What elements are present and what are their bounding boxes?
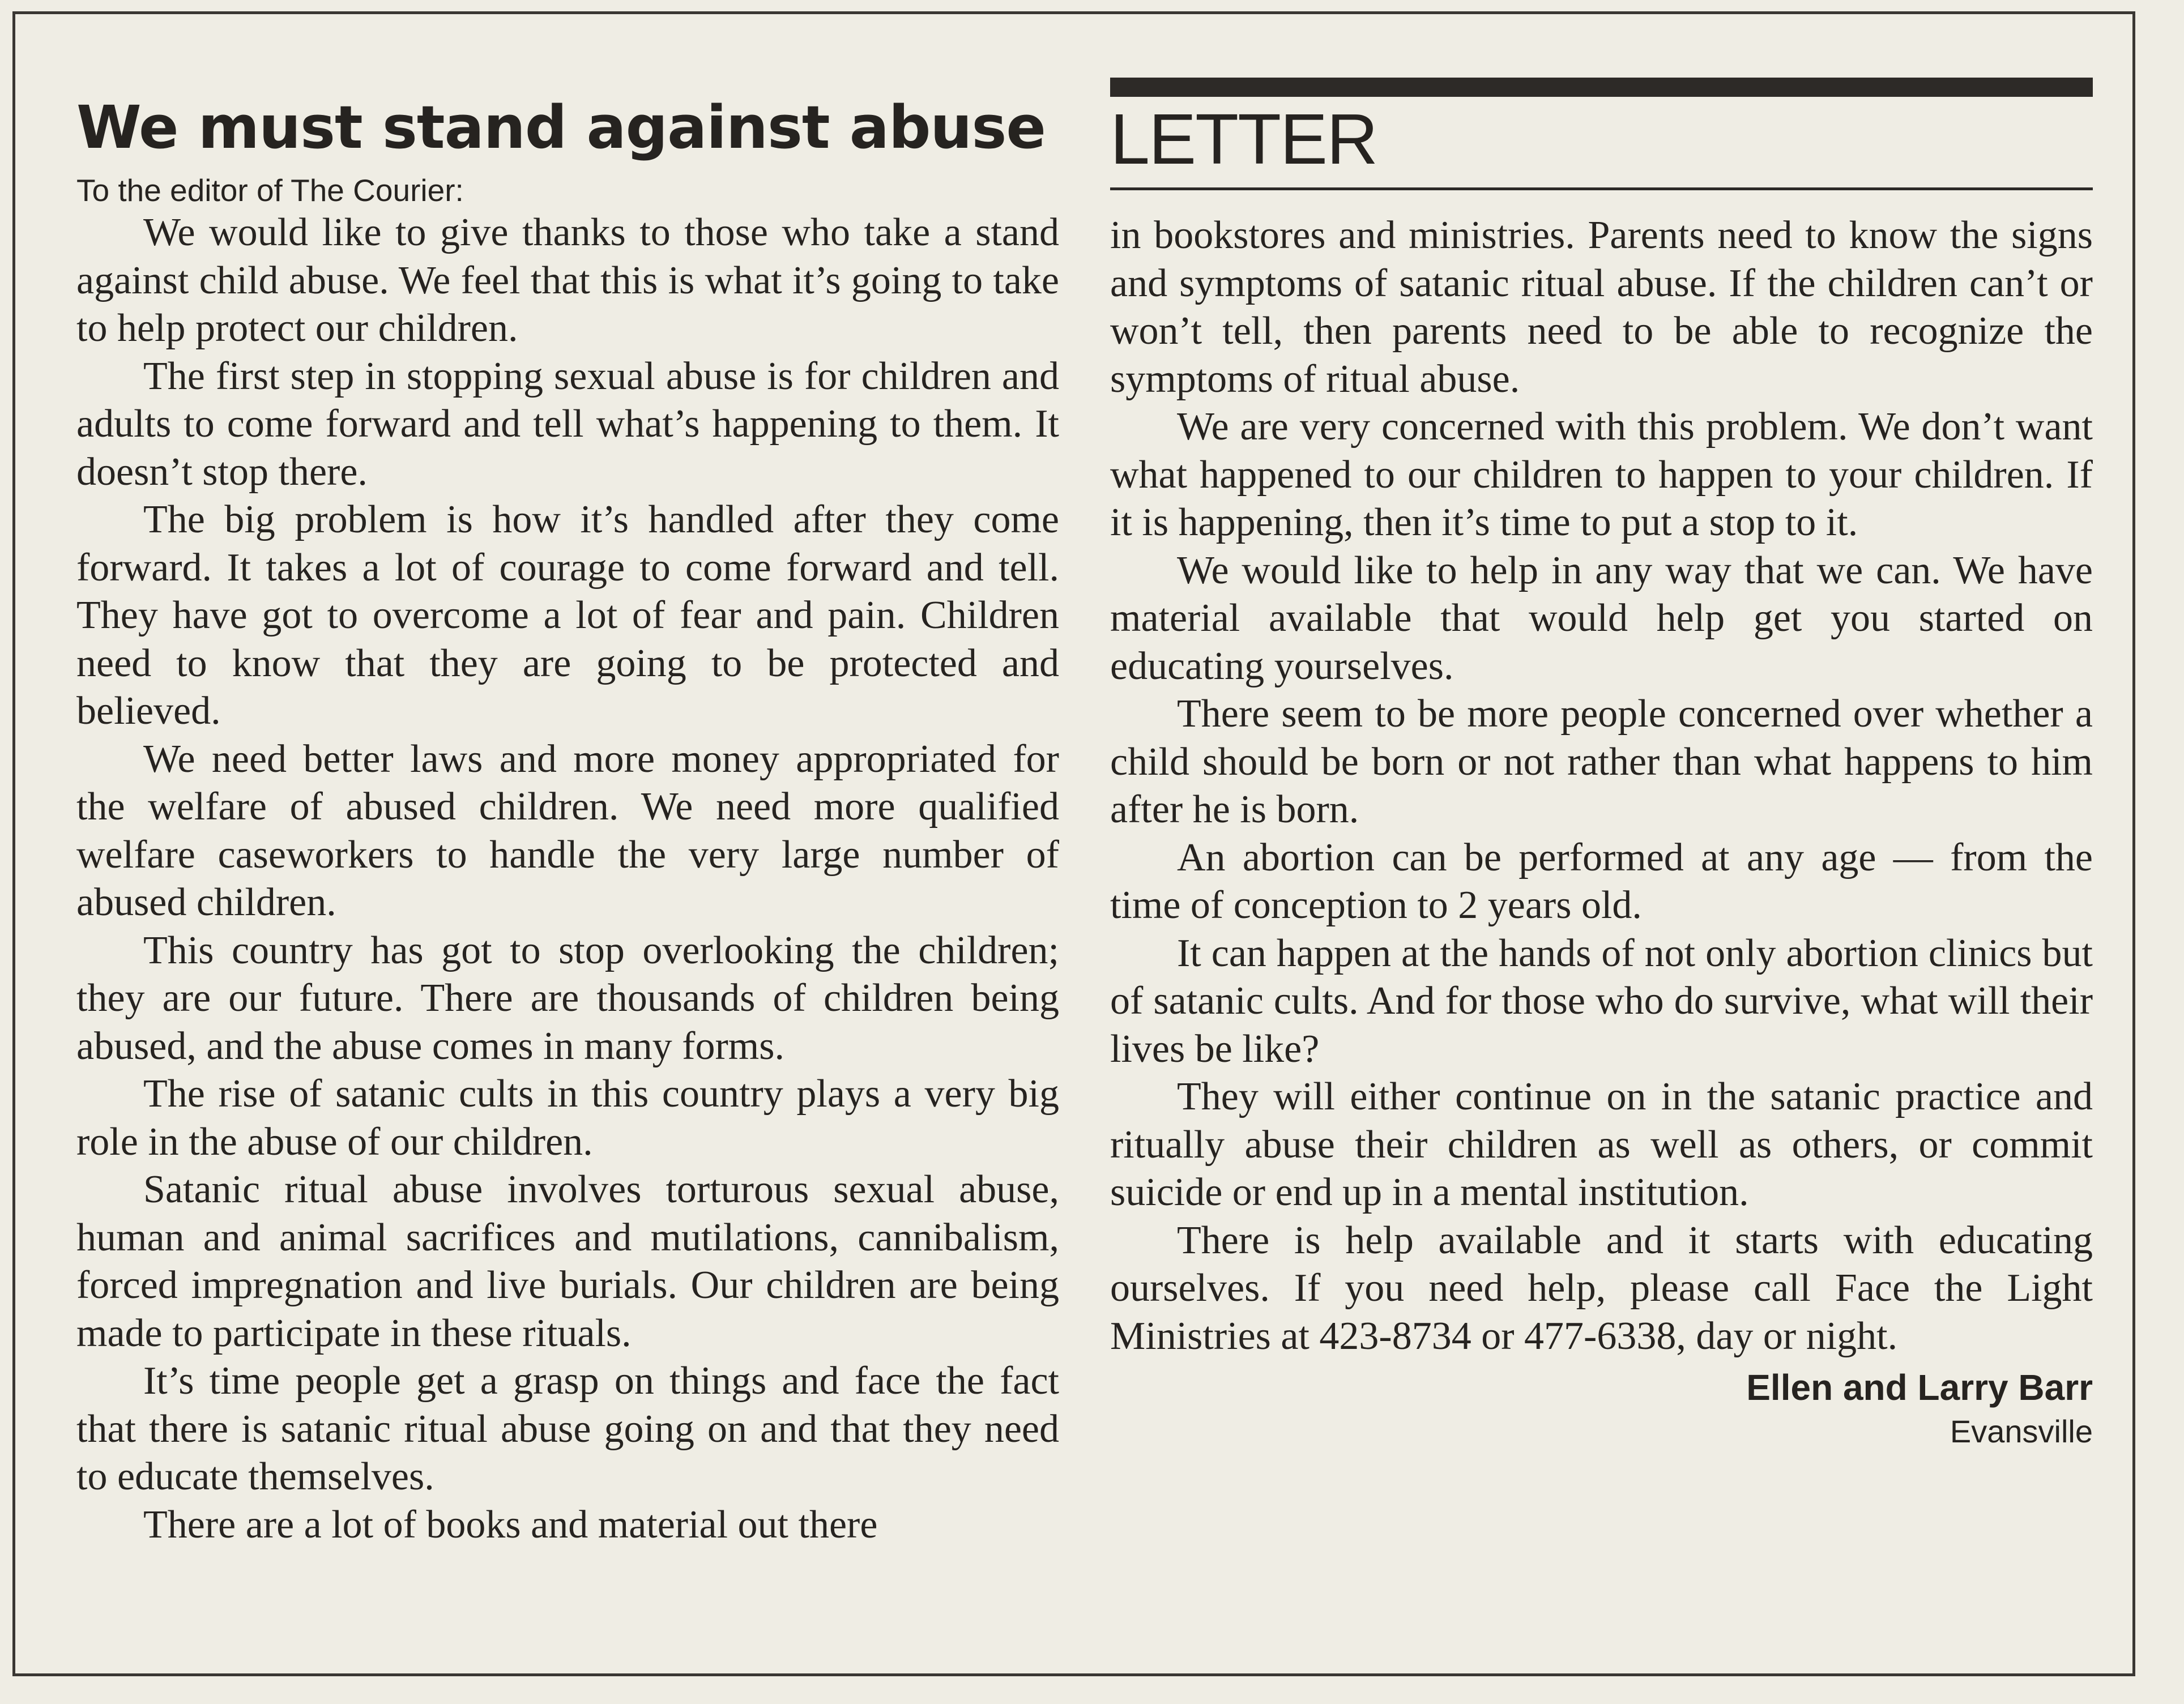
headline: We must stand against abuse bbox=[76, 93, 1046, 162]
paragraph: We are very concerned with this problem. We don’t want what happened to our children to happen to your children. If it is happening, then it’s time to put a stop to it. bbox=[1110, 405, 2093, 544]
section-label: LETTER bbox=[1110, 99, 1377, 179]
right-column bbox=[1110, 78, 2093, 1452]
left-body bbox=[76, 209, 1059, 1549]
paragraph: The first step in stopping sexual abuse is for children and adults to come forward and tell what’s happening to them. It doesn’t stop there. bbox=[76, 354, 1059, 494]
paragraph: There seem to be more people concerned over whether a child should be born or not rather than what happens to him after he is born. bbox=[1110, 692, 2093, 831]
paragraph: The rise of satanic cults in this country plays a very big role in the abuse of our children. bbox=[76, 1072, 1059, 1164]
paragraph: There are a lot of books and material out there bbox=[143, 1502, 878, 1547]
paragraph: They will either continue on in the satanic practice and ritually abuse their children as well as others, or commit suicide or end up in a mental institution. bbox=[1110, 1075, 2093, 1214]
article-frame bbox=[12, 11, 2135, 1676]
right-body bbox=[1110, 212, 2093, 1360]
paragraph: We need better laws and more money appropriated for the welfare of abused children. We need more qualified welfare caseworkers to handle the very large number of abused children. bbox=[76, 737, 1059, 924]
letter-bottom-rule bbox=[1110, 187, 2093, 190]
letter-top-rule bbox=[1110, 78, 2093, 97]
paragraph: It can happen at the hands of not only abortion clinics but of satanic cults. And for those who do survive, what will their lives be like? bbox=[1110, 931, 2093, 1071]
signature: Ellen and Larry Barr bbox=[1746, 1367, 2093, 1408]
paragraph: We would like to give thanks to those who take a stand against child abuse. We feel that this is what it’s going to take to help protect our children. bbox=[76, 211, 1059, 350]
paragraph: It’s time people get a grasp on things and face the fact that there is satanic ritual abuse going on and that they need to educate themselves. bbox=[76, 1359, 1059, 1498]
paragraph: This country has got to stop overlooking the children; they are our future. There are thousands of children being abused, and the abuse comes in many forms. bbox=[76, 928, 1059, 1068]
paragraph: The big problem is how it’s handled after they come forward. It takes a lot of courage to come forward and tell. They have got to overcome a lot of fear and pain. Children need to know that they are going to be protected and believed. bbox=[76, 498, 1059, 733]
salutation: To the editor of The Courier: bbox=[76, 173, 464, 208]
paragraph: An abortion can be performed at any age — from the time of conception to 2 years old. bbox=[1110, 835, 2093, 927]
left-column bbox=[76, 93, 1059, 1549]
paragraph: There is help available and it starts with educating ourselves. If you need help, please call Face the Light Ministries at 423-8734 or 477-6338, day or night. bbox=[1110, 1218, 2093, 1358]
paragraph-continuation: in bookstores and ministries. Parents need to know the signs and symptoms of satanic ritual abuse. If the children can’t or won’t tell, then parents need to be able to recognize the symptoms of ritual abuse. bbox=[1110, 213, 2093, 401]
signature-city: Evansville bbox=[1950, 1413, 2093, 1449]
paragraph: We would like to help in any way that we can. We have material available that would help get you started on educating yourselves. bbox=[1110, 548, 2093, 688]
paragraph: Satanic ritual abuse involves torturous sexual abuse, human and animal sacrifices and mutilations, cannibalism, forced impregnation and live burials. Our children are being made to participate in these rituals. bbox=[76, 1168, 1059, 1355]
